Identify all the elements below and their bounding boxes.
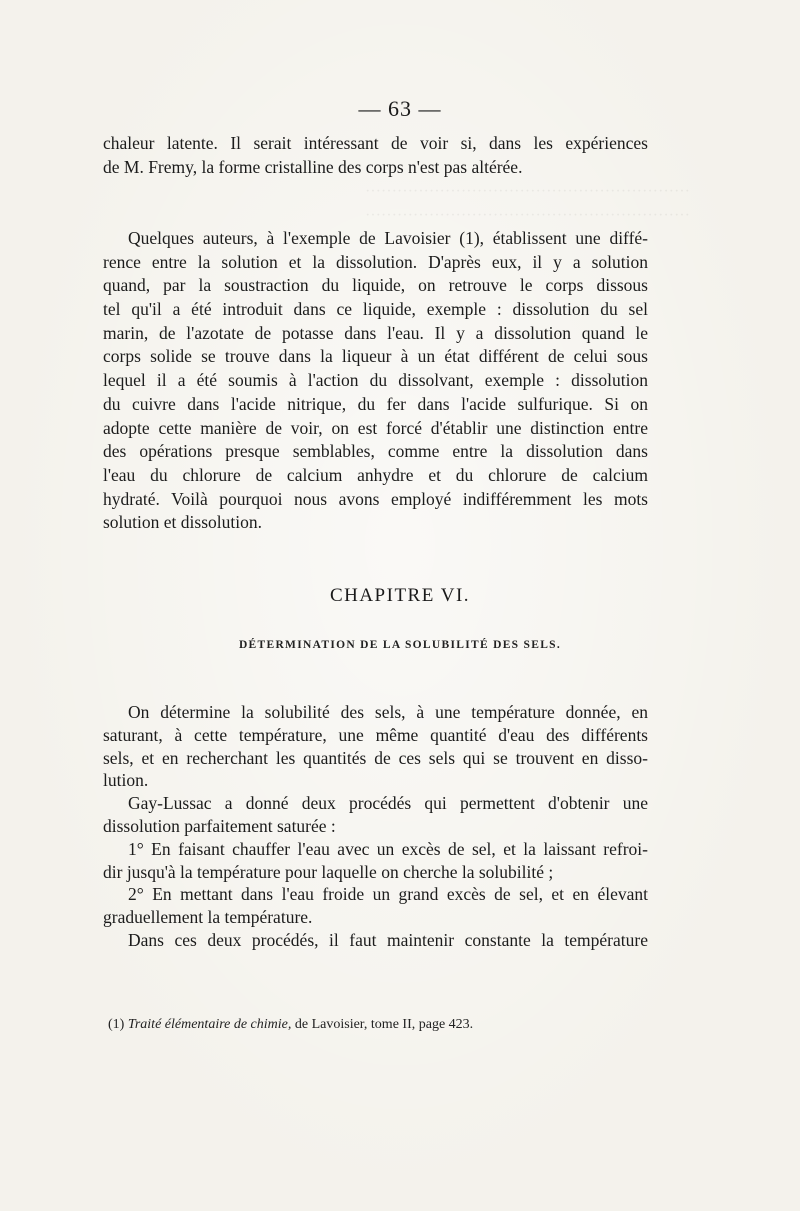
footnote-marker: (1) (108, 1017, 125, 1032)
chapter-title: CHAPITRE VI. (329, 585, 471, 606)
text-line: des opérations presque semblables, comme entre la dissolution dans (103, 441, 648, 462)
chapter-subtitle: DÉTERMINATION DE LA SOLUBILITÉ DES SELS. (238, 639, 562, 651)
footnote-reference: de Lavoisier, tome II, page 423. (294, 1017, 474, 1032)
text-line: Dans ces deux procédés, il faut maintenir constante la température (128, 929, 648, 950)
show-through-text: ····························································· ····························································· (364, 183, 690, 224)
text-line: dissolution parfaitement saturée : (103, 815, 336, 836)
text-line: lequel il a été soumis à l'action du dissolvant, exemple : dissolution (103, 370, 648, 391)
text-line: Gay-Lussac a donné deux procédés qui permettent d'obtenir une (128, 793, 648, 814)
text-line: adopte cette manière de voir, on est forcé d'établir une distinction entre (103, 417, 648, 438)
text-line: sels, et en recherchant les quantités de ces sels qui se trouvent en disso- (103, 747, 648, 768)
text-line: du cuivre dans l'acide nitrique, du fer dans l'acide sulfurique. Si on (103, 393, 648, 414)
continuation-paragraph (103, 131, 648, 179)
page-number: — 63 — (358, 96, 442, 121)
text-line: saturant, à cette température, une même quantité d'eau des différents (103, 724, 648, 745)
text-line: lution. (103, 770, 149, 791)
text-line: l'eau du chlorure de calcium anhydre et du chlorure de calcium (103, 464, 648, 485)
text-line: hydraté. Voilà pourquoi nous avons employé indifféremment les mots (103, 488, 648, 509)
solution-paragraph (103, 227, 648, 535)
footnote-book-title: Traité élémentaire de chimie, (127, 1017, 292, 1032)
footnote (108, 1017, 473, 1033)
text-line: 2° En mettant dans l'eau froide un grand excès de sel, et en élevant (128, 884, 648, 905)
text-line: rence entre la solution et la dissolution. D'après eux, il y a solution (103, 251, 648, 272)
text-line: graduellement la température. (103, 907, 313, 928)
text-line: marin, de l'azotate de potasse dans l'eau. Il y a dissolution quand le (103, 322, 648, 343)
text-line: Quelques auteurs, à l'exemple de Lavoisier (1), établissent une diffé- (128, 228, 648, 248)
solubility-paragraph (103, 701, 648, 952)
text-line: On détermine la solubilité des sels, à une température donnée, en (128, 702, 648, 722)
text-line: solution et dissolution. (103, 512, 262, 533)
text-line: chaleur latente. Il serait intéressant de voir si, dans les expériences (103, 133, 648, 153)
text-line: dir jusqu'à la température pour laquelle on cherche la solubilité ; (103, 861, 554, 882)
text-line: corps solide se trouve dans la liqueur à un état différent de celui sous (103, 346, 648, 367)
text-line: 1° En faisant chauffer l'eau avec un excès de sel, et la laissant refroi- (128, 838, 648, 859)
text-line: quand, par la soustraction du liquide, on retrouve le corps dissous (103, 275, 648, 296)
text-line: de M. Fremy, la forme cristalline des corps n'est pas altérée. (103, 157, 523, 177)
text-line: tel qu'il a été introduit dans ce liquide, exemple : dissolution du sel (103, 299, 648, 320)
